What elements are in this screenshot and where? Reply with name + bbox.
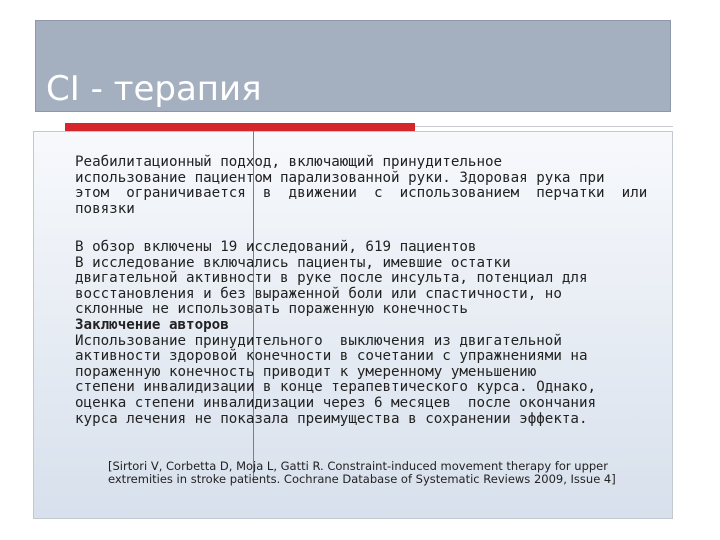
text-line: Реабилитационный подход, включающий принудительное — [75, 154, 503, 170]
text-line: активности здоровой конечности в сочетании с упражнениями на — [75, 348, 588, 365]
text-line: пораженную конечность приводит к умеренному уменьшению — [75, 363, 537, 380]
paragraph-review — [75, 240, 660, 427]
header-rule — [415, 126, 673, 127]
text-line: В исследование включались пациенты, имевшие остатки — [75, 254, 511, 271]
citation-line: [Sirtori V, Corbetta D, Moja L, Gatti R. Constraint-induced movement therapy for upper — [108, 459, 608, 473]
text-line: Использование принудительного выключения из двигательной — [75, 332, 562, 349]
text-line: двигательной активности в руке после инсульта, потенциал для — [75, 270, 588, 287]
text-line: курса лечения не показала преимущества в сохранении эффекта. — [75, 410, 588, 427]
citation — [108, 460, 668, 485]
text-line: повязки — [75, 200, 135, 217]
conclusion-heading: Заключение авторов — [75, 316, 229, 333]
text-line: оценка степени инвалидизации через 6 месяцев после окончания — [75, 394, 597, 411]
text-line: степени инвалидизации в конце терапевтического курса. Однако, — [75, 379, 597, 396]
text-line: восстановления и без выраженной боли или спастичности, но — [75, 285, 562, 302]
text-line: этом ограничивается в движении с использованием перчатки или — [75, 185, 648, 202]
text-line: склонные не использовать пораженную конечность — [75, 301, 468, 318]
citation-line: extremities in stroke patients. Cochrane Database of Systematic Reviews 2009, Issue 4] — [108, 471, 616, 486]
paragraph-definition — [75, 155, 660, 217]
text-line: В обзор включены 19 исследований, 619 пациентов — [75, 239, 477, 255]
slide-title: CI - терапия — [46, 69, 262, 109]
title-band — [35, 20, 671, 112]
text-line: использование пациентом парализованной руки. Здоровая рука при — [75, 169, 605, 186]
